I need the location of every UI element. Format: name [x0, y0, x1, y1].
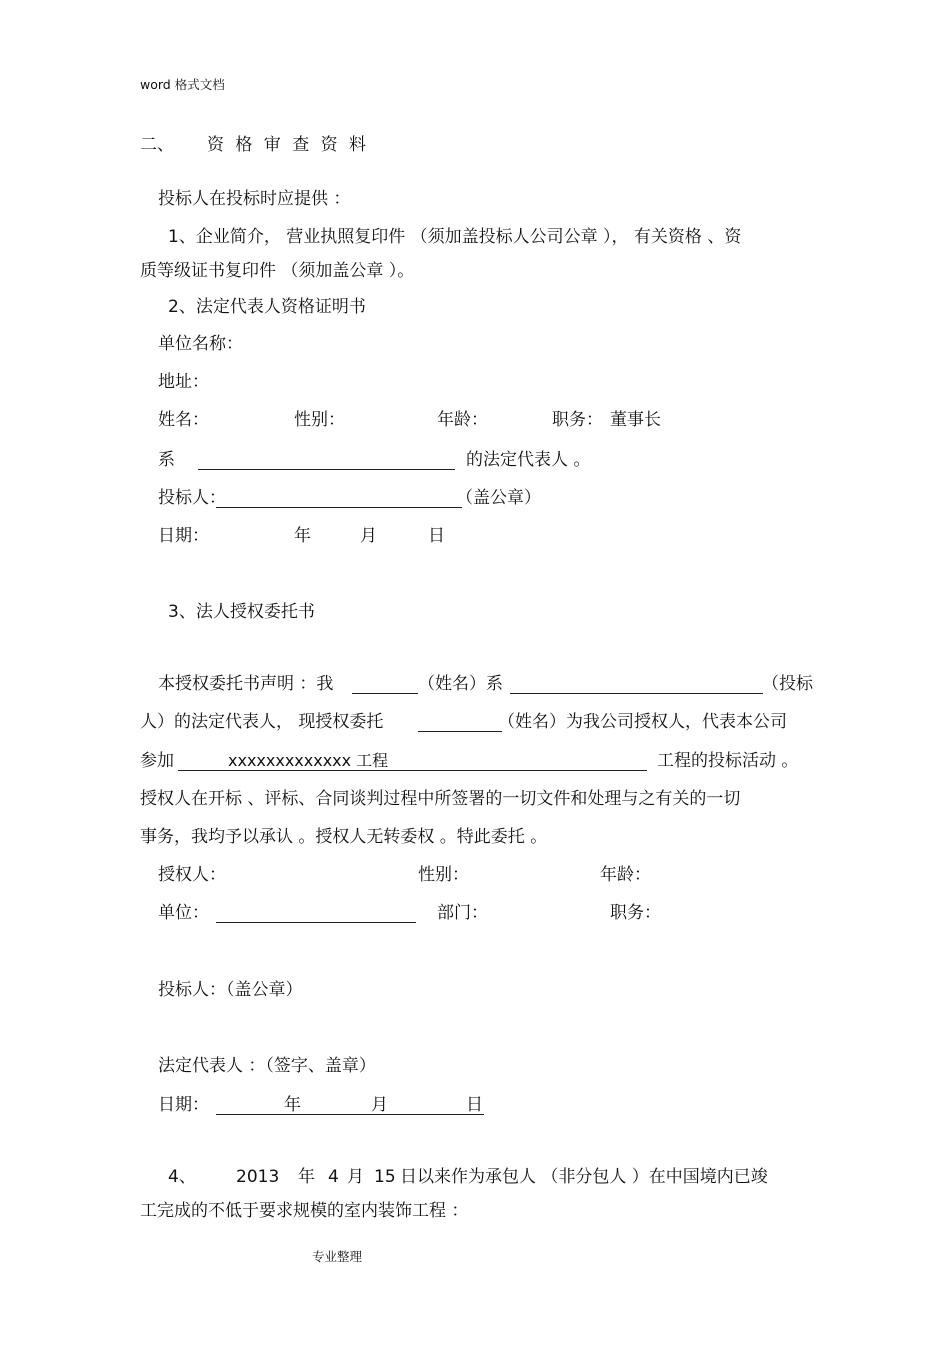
of-label: 系	[158, 450, 175, 470]
section-title: 资 格 审 查 资 料	[207, 135, 370, 155]
auth-line1-a: 本授权委托书声明 ：我	[158, 674, 334, 694]
item1-line1: 1、企业简介， 营业执照复印件 （须加盖投标人公司公章 ）， 有关资格 、资	[168, 227, 742, 247]
item4-number: 4、	[168, 1167, 196, 1187]
project-name: xxxxxxxxxxxxx 工程	[228, 751, 389, 770]
agent-unit-blank	[216, 922, 416, 923]
item4-day-value: 15	[374, 1167, 396, 1187]
company-blank-line	[198, 469, 455, 470]
legal-rep-sign-line: 法定代表人 ：（签字、盖章）	[158, 1056, 376, 1076]
auth-line3-b: 工程的投标活动 。	[657, 751, 799, 771]
page-footer: 专业整理	[312, 1249, 363, 1264]
item2-title: 2、法定代表人资格证明书	[168, 297, 366, 317]
position-label: 职务：	[552, 410, 603, 430]
auth-date-year: 年	[284, 1095, 301, 1115]
item4-year-label: 年	[298, 1167, 315, 1187]
page-header: word 格式文档	[140, 77, 225, 92]
intro-text: 投标人在投标时应提供 ：	[158, 189, 351, 209]
name-label: 姓名：	[158, 410, 209, 430]
agent-age-label: 年龄：	[600, 865, 651, 885]
seal-note: （盖公章）	[456, 488, 541, 508]
agent-label: 授权人：	[158, 865, 226, 885]
auth-line2-b: （姓名）为我公司授权人，代表本公司	[498, 712, 787, 732]
agent-position-label: 职务：	[610, 903, 661, 923]
bidder-seal-line: 投标人：（盖公章）	[158, 980, 303, 1000]
auth-name-blank	[352, 693, 418, 694]
section-number: 二、	[140, 135, 174, 155]
agent-unit-label: 单位：	[158, 903, 209, 923]
bidder-label: 投标人：	[158, 488, 226, 508]
item4-year-value: 2013	[236, 1167, 280, 1187]
item1-line2: 质等级证书复印件 （须加盖公章 ）。	[140, 261, 415, 281]
auth-company-blank	[510, 693, 763, 694]
position-value: 董事长	[610, 410, 661, 430]
item3-title: 3、法人授权委托书	[168, 602, 315, 622]
agent-gender-label: 性别：	[418, 865, 469, 885]
auth-date-blank	[216, 1114, 484, 1115]
date-label: 日期：	[158, 526, 209, 546]
date-year: 年	[294, 526, 311, 546]
auth-date-label: 日期：	[158, 1095, 209, 1115]
auth-line5: 事务，我均予以承认 。授权人无转委权 。特此委托 。	[140, 827, 548, 847]
item4-month-label: 月	[347, 1167, 364, 1187]
auth-line2-a: 人）的法定代表人， 现授权委托	[140, 712, 384, 732]
item4-month-value: 4	[328, 1167, 339, 1187]
date-day: 日	[428, 526, 445, 546]
gender-label: 性别：	[294, 410, 345, 430]
item4-text: 日以来作为承包人 （非分包人 ）在中国境内已竣	[400, 1167, 768, 1187]
date-month: 月	[360, 526, 377, 546]
bidder-blank-line	[216, 507, 462, 508]
auth-line3-a: 参加	[140, 751, 174, 771]
legal-rep-suffix: 的法定代表人 。	[466, 450, 591, 470]
unit-name-label: 单位名称：	[158, 334, 243, 354]
auth-line1-b: （姓名）系	[418, 674, 503, 694]
address-label: 地址：	[158, 372, 209, 392]
item4-line2: 工完成的不低于要求规模的室内装饰工程 ：	[140, 1201, 469, 1221]
auth-line4: 授权人在开标 、评标、合同谈判过程中所签署的一切文件和处理与之有关的一切	[140, 789, 741, 809]
agent-name-blank	[418, 731, 502, 732]
agent-dept-label: 部门：	[437, 903, 488, 923]
auth-line1-c: （投标	[762, 674, 813, 694]
auth-date-month: 月	[371, 1095, 388, 1115]
age-label: 年龄：	[437, 410, 488, 430]
auth-date-day: 日	[466, 1095, 483, 1115]
